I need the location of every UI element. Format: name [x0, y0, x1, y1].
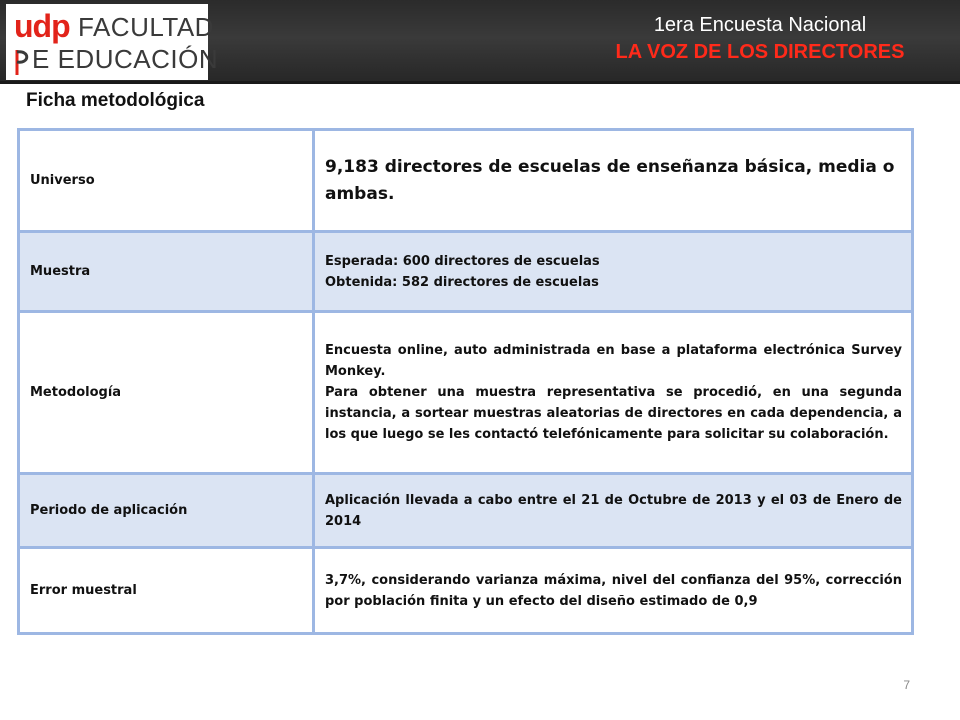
- row-value: [314, 548, 913, 634]
- logo-faculty-text: FACULTAD: [78, 12, 214, 42]
- row-value: [314, 312, 913, 474]
- logo-education-text: EDUCACIÓN: [57, 44, 219, 74]
- row-label: Error muestral: [19, 548, 314, 634]
- logo-brand: udp: [14, 8, 70, 44]
- row-label: Universo: [19, 130, 314, 232]
- row-value: [314, 474, 913, 548]
- survey-title: 1era Encuesta Nacional: [653, 14, 867, 36]
- row-value: [314, 130, 913, 232]
- row-value: [314, 232, 913, 312]
- section-title: Ficha metodológica: [26, 90, 205, 111]
- table-row-error: [19, 548, 913, 634]
- logo-education-line: E EDUCACIÓN: [32, 44, 219, 74]
- value-line: Encuesta online, auto administrada en base a plataforma electrónica Survey Monkey.: [325, 343, 902, 379]
- row-label: Muestra: [19, 232, 314, 312]
- value-line: 3,7%, considerando varianza máxima, nivel del confianza del 95%, corrección por población finita y un efecto del diseño estimado de 0,9: [325, 572, 902, 609]
- p-logo-mark-icon: [14, 48, 32, 76]
- value-line: Para obtener una muestra representativa se procedió, en una segunda instancia, a sortear muestras aleatorias de directores en cada dependencia, a los que luego se les contactó telefónicamente para solicitar su colaboración.: [325, 385, 902, 442]
- survey-subtitle: LA VOZ DE LOS DIRECTORES: [615, 41, 905, 63]
- value-line: 9,183 directores de escuelas de enseñanza básica, media o ambas.: [325, 156, 895, 204]
- value-line: Esperada: 600 directores de escuelas: [325, 253, 600, 269]
- page-number: 7: [903, 678, 910, 692]
- methodology-table: [17, 128, 914, 635]
- table-row-universo: [19, 130, 913, 232]
- value-line: Obtenida: 582 directores de escuelas: [325, 274, 599, 290]
- table-row-muestra: [19, 232, 913, 312]
- udp-faculty-logo: [6, 4, 219, 80]
- row-label: Metodología: [19, 312, 314, 474]
- table-row-metodologia: [19, 312, 913, 474]
- value-line: Aplicación llevada a cabo entre el 21 de Octubre de 2013 y el 03 de Enero de 2014: [325, 492, 902, 529]
- row-label: Periodo de aplicación: [19, 474, 314, 548]
- table-row-periodo: [19, 474, 913, 548]
